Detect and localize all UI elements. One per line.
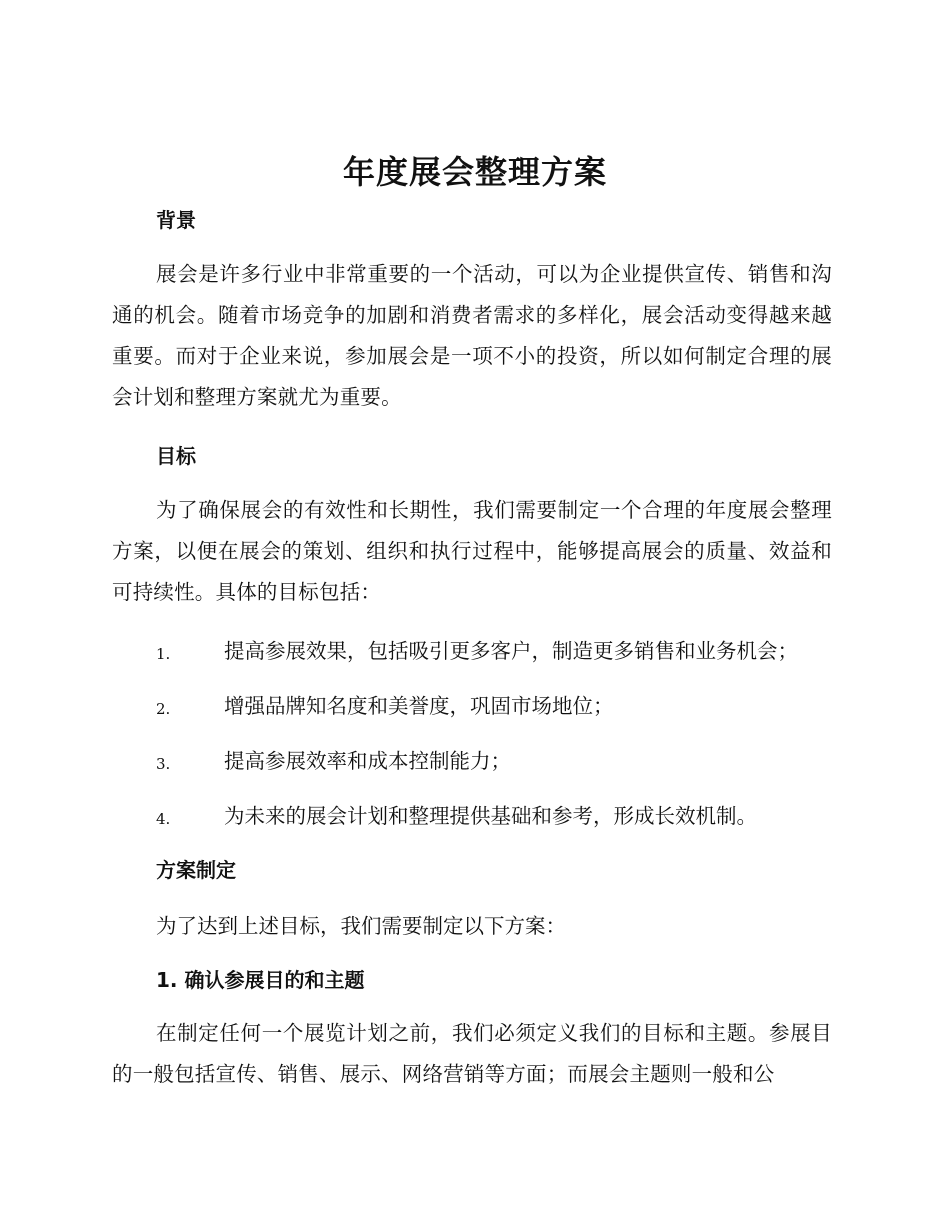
list-item-text: 提高参展效率和成本控制能力； xyxy=(224,749,511,773)
plan-intro: 为了达到上述目标，我们需要制定以下方案： xyxy=(156,914,566,938)
list-item-number: 1. xyxy=(156,645,171,663)
subsection-heading: 1. 确认参展目的和主题 xyxy=(156,968,365,992)
list-item-text: 提高参展效果，包括吸引更多客户，制造更多销售和业务机会； xyxy=(224,639,798,663)
list-item-text: 增强品牌知名度和美誉度，巩固市场地位； xyxy=(224,694,614,718)
list-item-text: 为未来的展会计划和整理提供基础和参考，形成长效机制。 xyxy=(224,804,757,828)
subsection-paragraph: 在制定任何一个展览计划之前，我们必须定义我们的目标和主题。参展目的一般包括宣传、销售、展示、网络营销等方面；而展会主题则一般和公 xyxy=(112,1021,832,1086)
document-title: 年度展会整理方案 xyxy=(342,153,607,191)
background-paragraph: 展会是许多行业中非常重要的一个活动，可以为企业提供宣传、销售和沟通的机会。随着市场竞争的加剧和消费者需求的多样化，展会活动变得越来越重要。而对于企业来说，参加展会是一项不小的投资，所以如何制定合理的展会计划和整理方案就尤为重要。 xyxy=(112,262,832,409)
goal-paragraph: 为了确保展会的有效性和长期性，我们需要制定一个合理的年度展会整理方案，以便在展会的策划、组织和执行过程中，能够提高展会的质量、效益和可持续性。具体的目标包括： xyxy=(112,498,832,604)
list-item-number: 4. xyxy=(156,810,171,828)
section-heading-background: 背景 xyxy=(156,208,196,232)
list-item-number: 2. xyxy=(156,700,171,718)
section-heading-goal: 目标 xyxy=(156,444,196,468)
section-heading-plan: 方案制定 xyxy=(156,858,236,882)
list-item-number: 3. xyxy=(156,755,171,773)
